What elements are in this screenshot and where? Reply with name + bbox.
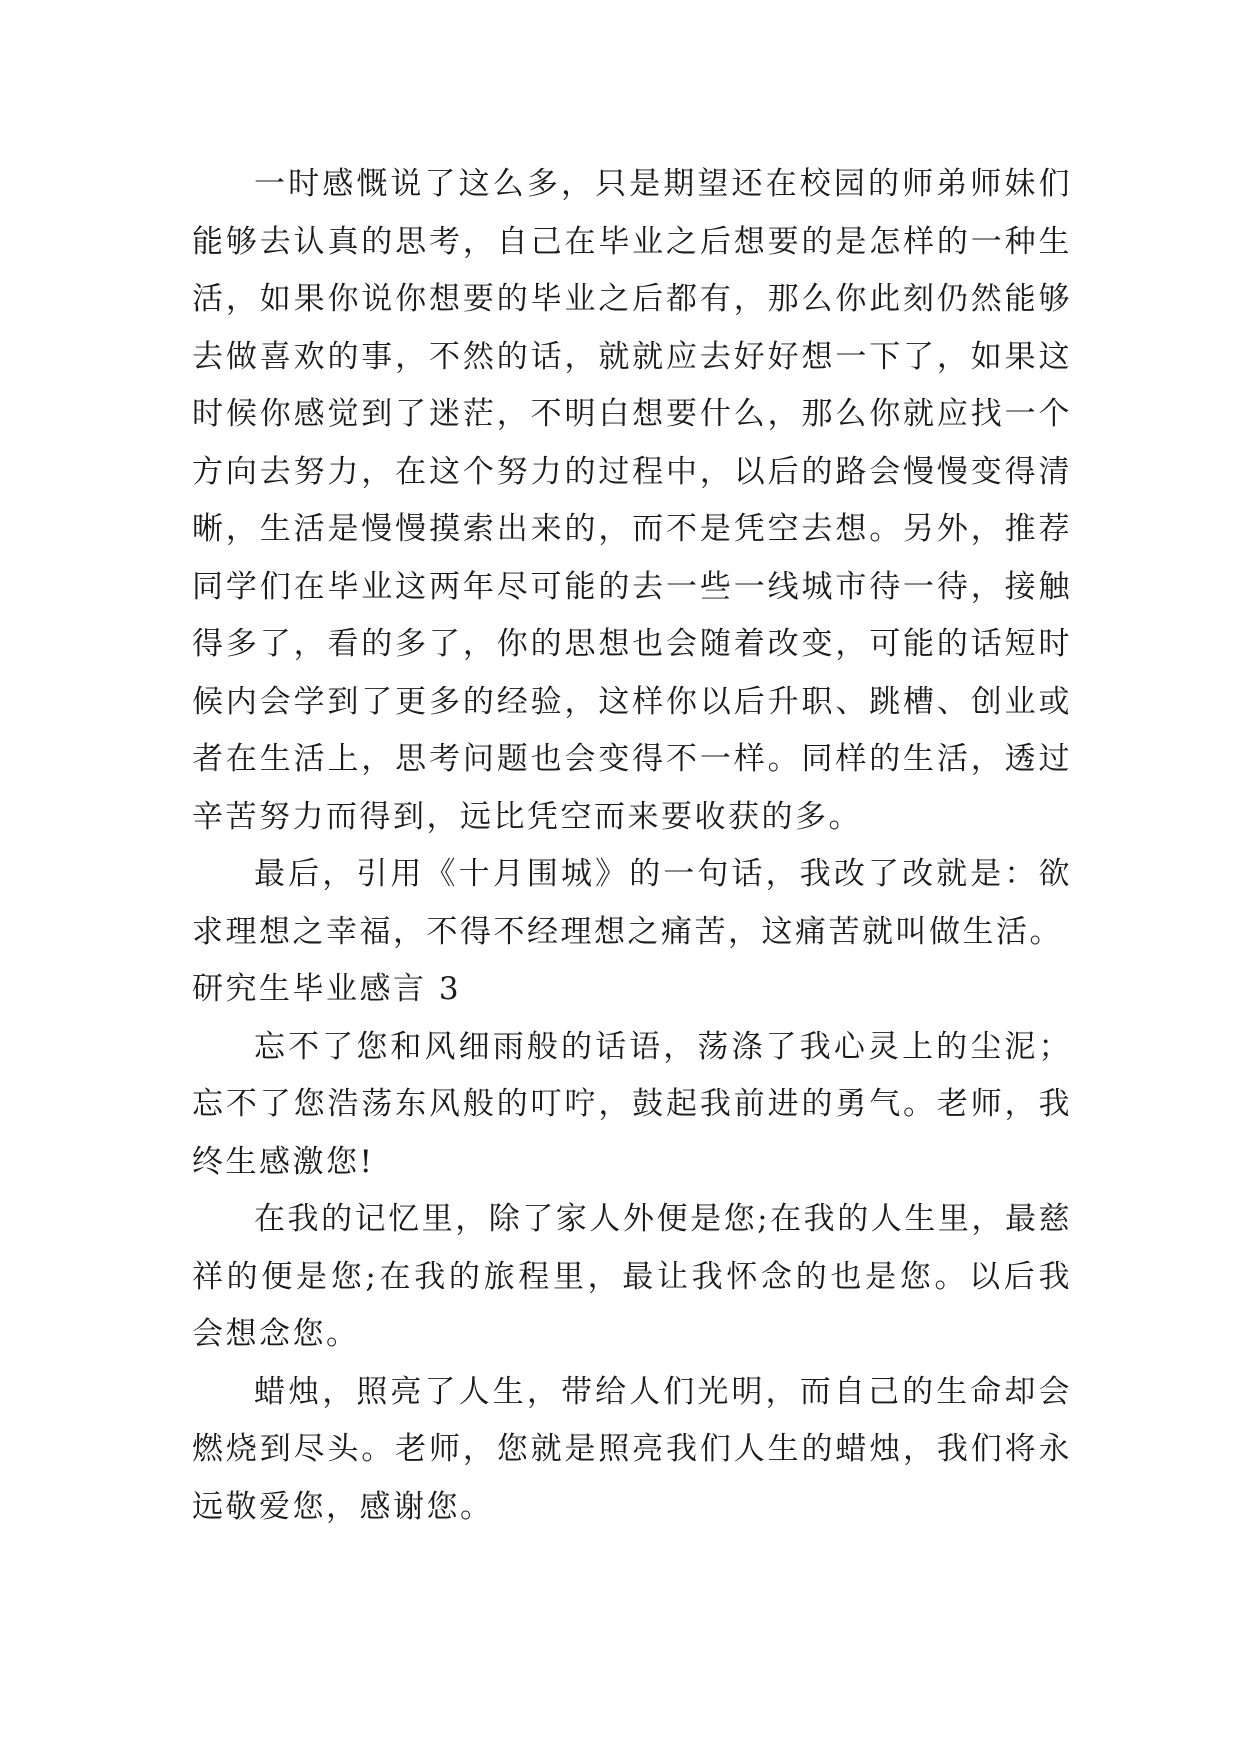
paragraph-1: 一时感慨说了这么多，只是期望还在校园的师弟师妹们能够去认真的思考，自己在毕业之后想要的是怎样的一种生活，如果你说你想要的毕业之后都有，那么你此刻仍然能够去做喜欢的事，不然的话，就就应去好好想一下了，如果这时候你感觉到了迷茫，不明白想要什么，那么你就应找一个方向去努力，在这个努力的过程中，以后的路会慢慢变得清晰，生活是慢慢摸索出来的，而不是凭空去想。另外，推荐同学们在毕业这两年尽可能的去一些一线城市待一待，接触得多了，看的多了，你的思想也会随着改变，可能的话短时候内会学到了更多的经验，这样你以后升职、跳槽、创业或者在生活上，思考问题也会变得不一样。同样的生活，透过辛苦努力而得到，远比凭空而来要收获的多。 bbox=[192, 166, 1072, 835]
document-body bbox=[192, 156, 1072, 1536]
section-heading: 研究生毕业感言 3 bbox=[192, 971, 462, 1007]
paragraph-2: 最后，引用《十月围城》的一句话，我改了改就是：欲求理想之幸福，不得不经理想之痛苦，这痛苦就叫做生活。 bbox=[192, 856, 1072, 950]
paragraph-4: 在我的记忆里，除了家人外便是您;在我的人生里，最慈祥的便是您;在我的旅程里，最让我怀念的也是您。以后我会想念您。 bbox=[192, 1201, 1072, 1352]
paragraph-5: 蜡烛，照亮了人生，带给人们光明，而自己的生命却会燃烧到尽头。老师，您就是照亮我们人生的蜡烛，我们将永远敬爱您，感谢您。 bbox=[192, 1373, 1072, 1525]
paragraph-3: 忘不了您和风细雨般的话语，荡涤了我心灵上的尘泥；忘不了您浩荡东风般的叮咛，鼓起我前进的勇气。老师，我终生感激您! bbox=[192, 1028, 1072, 1180]
